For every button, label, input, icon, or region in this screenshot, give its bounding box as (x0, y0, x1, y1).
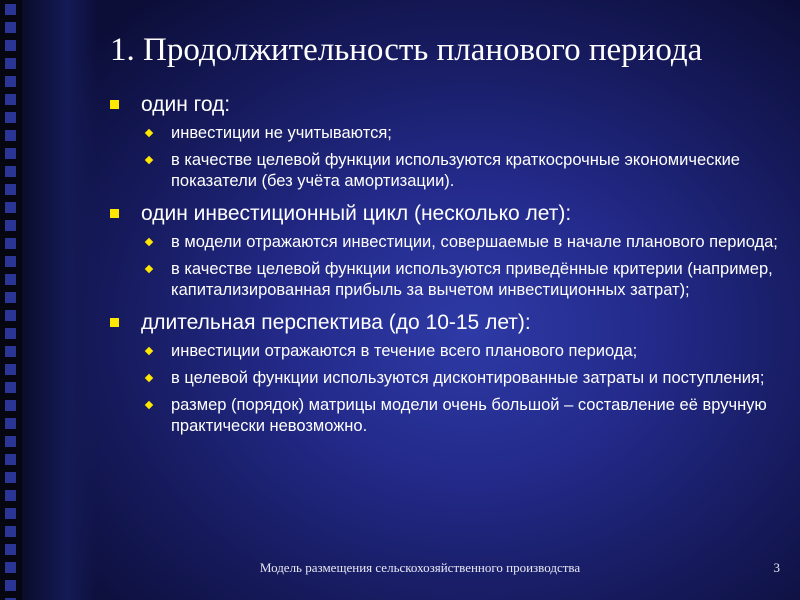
slide-footer: Модель размещения сельскохозяйственного производства (259, 560, 581, 575)
page-number: 3 (773, 560, 780, 575)
filmstrip-square (5, 22, 16, 33)
filmstrip-square (5, 130, 16, 141)
bullet-text: один год: (141, 93, 231, 116)
square-bullet-icon (110, 209, 119, 218)
filmstrip-square (5, 76, 16, 87)
filmstrip-square (5, 166, 16, 177)
filmstrip-square (5, 436, 16, 447)
sub-bullet-text: в модели отражаются инвестиции, совершаемые в начале планового периода; (171, 233, 778, 251)
square-bullet-icon (110, 318, 119, 327)
sub-bullet-text: в целевой функции используются дисконтированные затраты и поступления; (171, 369, 765, 387)
diamond-bullet-icon (145, 238, 153, 246)
filmstrip-square (5, 508, 16, 519)
sub-bullet-item (108, 150, 788, 192)
sub-bullet-text: в качестве целевой функции используются приведённые критерии (например, капитализированная прибыль за вычетом инвестиционных затрат); (171, 260, 773, 299)
filmstrip-square (5, 220, 16, 231)
filmstrip-square (5, 328, 16, 339)
filmstrip-square (5, 274, 16, 285)
diamond-bullet-icon (145, 347, 153, 355)
sub-bullet-item (108, 341, 788, 362)
filmstrip-square (5, 418, 16, 429)
filmstrip-square (5, 238, 16, 249)
filmstrip-square (5, 544, 16, 555)
bullet-text: длительная перспектива (до 10-15 лет): (141, 311, 531, 334)
diamond-bullet-icon (145, 401, 153, 409)
slide-content (108, 92, 788, 437)
filmstrip-square (5, 364, 16, 375)
filmstrip-square (5, 184, 16, 195)
filmstrip-square (5, 490, 16, 501)
filmstrip-square (5, 472, 16, 483)
filmstrip-square (5, 454, 16, 465)
filmstrip-square (5, 202, 16, 213)
filmstrip-square (5, 562, 16, 573)
bullet-item (108, 201, 788, 226)
side-gradient-decoration (22, 0, 98, 600)
bullet-text: один инвестиционный цикл (несколько лет): (141, 202, 572, 225)
filmstrip-square (5, 382, 16, 393)
slide-title: 1. Продолжительность планового периода (110, 32, 703, 68)
diamond-bullet-icon (145, 156, 153, 164)
filmstrip-square (5, 94, 16, 105)
filmstrip-square (5, 580, 16, 591)
sub-bullet-text: инвестиции отражаются в течение всего планового периода; (171, 342, 638, 360)
sub-bullet-item (108, 232, 788, 253)
bullet-item (108, 310, 788, 335)
sub-bullet-item (108, 259, 788, 301)
diamond-bullet-icon (145, 374, 153, 382)
diamond-bullet-icon (145, 129, 153, 137)
sub-bullet-item (108, 395, 788, 437)
filmstrip-square (5, 292, 16, 303)
filmstrip-square (5, 58, 16, 69)
filmstrip-square (5, 310, 16, 321)
filmstrip-square (5, 256, 16, 267)
sub-bullet-item (108, 368, 788, 389)
sub-bullet-item (108, 123, 788, 144)
sub-bullet-text: размер (порядок) матрицы модели очень большой – составление её вручную практически невозможно. (171, 396, 767, 435)
sub-bullet-text: в качестве целевой функции используются краткосрочные экономические показатели (без учёта амортизации). (171, 151, 740, 190)
filmstrip-square (5, 148, 16, 159)
filmstrip-decoration (0, 0, 22, 600)
filmstrip-square (5, 346, 16, 357)
square-bullet-icon (110, 100, 119, 109)
filmstrip-square (5, 4, 16, 15)
filmstrip-square (5, 400, 16, 411)
filmstrip-square (5, 112, 16, 123)
diamond-bullet-icon (145, 265, 153, 273)
filmstrip-square (5, 526, 16, 537)
bullet-item (108, 92, 788, 117)
filmstrip-square (5, 40, 16, 51)
sub-bullet-text: инвестиции не учитываются; (171, 124, 392, 142)
